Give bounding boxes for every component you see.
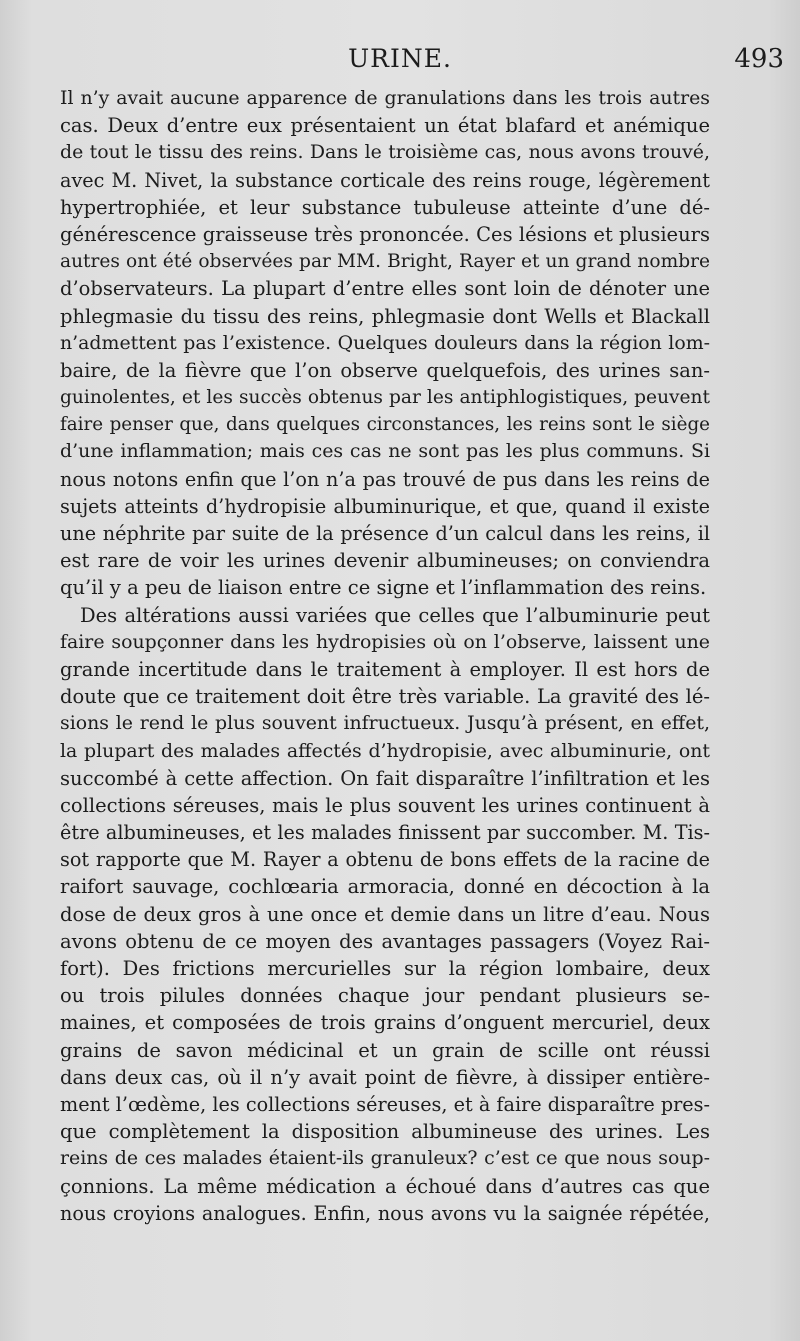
text-line: générescence graisseuse très prononcée. Ces lésions et plusieurs <box>60 222 710 246</box>
text-line: nous notons enfin que l’on n’a pas trouvé de pus dans les reins de <box>60 467 710 491</box>
text-line: dans deux cas, où il n’y avait point de fièvre, à dissiper entière- <box>60 1065 710 1089</box>
text-line: ou trois pilules données chaque jour pendant plusieurs se- <box>60 984 710 1008</box>
text-line: doute que ce traitement doit être très variable. La gravité des lé- <box>60 685 710 709</box>
text-line: Il n’y avait aucune apparence de granulations dans les trois autres <box>60 87 710 109</box>
text-line: de tout le tissu des reins. Dans le troisième cas, nous avons trouvé, <box>60 141 710 164</box>
text-line: ment l’œdème, les collections séreuses, et à faire disparaître pres- <box>60 1092 710 1116</box>
text-line: n’admettent pas l’existence. Quelques douleurs dans la région lom- <box>60 331 710 354</box>
text-line: la plupart des malades affectés d’hydropisie, avec albuminurie, ont <box>60 739 710 762</box>
text-line: hypertrophiée, et leur substance tubuleuse atteinte d’une dé- <box>60 195 710 219</box>
text-line: être albumineuses, et les malades finissent par succomber. M. Tis- <box>60 821 710 845</box>
text-line: sujets atteints d’hydropisie albuminurique, et que, quand il existe <box>60 494 710 518</box>
page-number: 493 <box>734 44 784 74</box>
body-text <box>60 85 710 1227</box>
text-line: guinolentes, et les succès obtenus par les antiphlogistiques, peuvent <box>60 387 710 409</box>
text-line: d’observateurs. La plupart d’entre elles sont loin de dénoter une <box>60 277 710 301</box>
text-line: une néphrite par suite de la présence d’un calcul dans les reins, il <box>60 522 710 545</box>
text-line: grains de savon médicinal et un grain de scille ont réussi <box>60 1038 710 1062</box>
text-line: Des altérations aussi variées que celles que l’albuminurie peut <box>80 603 710 627</box>
text-line: grande incertitude dans le traitement à employer. Il est hors de <box>60 657 710 681</box>
text-line: maines, et composées de trois grains d’onguent mercuriel, deux <box>60 1011 710 1035</box>
text-line: avec M. Nivet, la substance corticale des reins rouge, légèrement <box>60 168 710 192</box>
text-line: cas. Deux d’entre eux présentaient un état blafard et anémique <box>60 114 710 138</box>
text-line: raifort sauvage, cochlœaria armoracia, donné en décoction à la <box>60 875 710 899</box>
text-line: faire soupçonner dans les hydropisies où on l’observe, laissent une <box>60 630 710 653</box>
text-line: faire penser que, dans quelques circonstances, les reins sont le siège <box>60 414 710 436</box>
text-line: phlegmasie du tissu des reins, phlegmasie dont Wells et Blackall <box>60 304 710 328</box>
text-line: qu’il y a peu de liaison entre ce signe et l’inflammation des reins. <box>60 576 707 600</box>
text-line: sot rapporte que M. Rayer a obtenu de bons effets de la racine de <box>60 848 710 872</box>
text-line: baire, de la fièvre que l’on observe quelquefois, des urines san- <box>60 358 710 382</box>
text-line: que complètement la disposition albumineuse des urines. Les <box>60 1120 710 1144</box>
running-title: URINE. <box>348 44 452 73</box>
text-line: collections séreuses, mais le plus souvent les urines continuent à <box>60 793 710 817</box>
text-line: çonnions. La même médication a échoué dans d’autres cas que <box>60 1174 710 1198</box>
text-line: dose de deux gros à une once et demie dans un litre d’eau. Nous <box>60 902 710 926</box>
text-line: reins de ces malades étaient-ils granuleux? c’est ce que nous soup- <box>60 1147 710 1170</box>
text-line: fort). Des frictions mercurielles sur la région lombaire, deux <box>60 957 710 980</box>
text-line: autres ont été observées par MM. Bright, Rayer et un grand nombre <box>60 251 710 273</box>
text-line: est rare de voir les urines devenir albumineuses; on conviendra <box>60 549 710 573</box>
text-line: avons obtenu de ce moyen des avantages passagers (Voyez Rai- <box>60 929 710 953</box>
text-line: nous croyions analogues. Enfin, nous avons vu la saignée répétée, <box>60 1201 710 1225</box>
text-line: succombé à cette affection. On fait disparaître l’infiltration et les <box>60 766 710 790</box>
text-line: d’une inflammation; mais ces cas ne sont pas les plus communs. Si <box>60 440 710 463</box>
text-line: sions le rend le plus souvent infructueux. Jusqu’à présent, en effet, <box>60 712 710 735</box>
